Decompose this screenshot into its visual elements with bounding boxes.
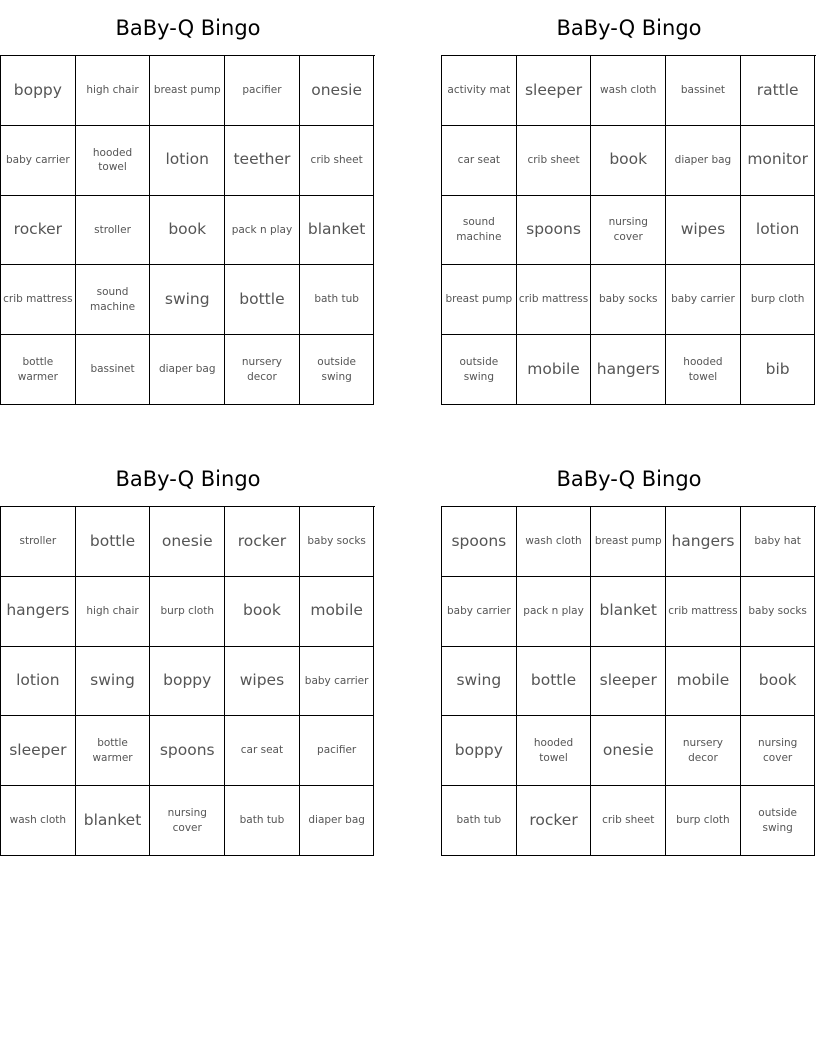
bingo-cell: swing xyxy=(150,265,225,335)
bingo-cell: activity mat xyxy=(442,56,517,126)
bingo-cell: sound machine xyxy=(442,196,517,266)
bingo-cell: onesie xyxy=(150,507,225,577)
bingo-cell: hooded towel xyxy=(76,126,151,196)
bingo-cell: blanket xyxy=(76,786,151,856)
bingo-cell: lotion xyxy=(1,647,76,717)
bingo-cell: book xyxy=(741,647,816,717)
bingo-card-3 xyxy=(0,451,376,834)
bingo-cell: diaper bag xyxy=(300,786,375,856)
bingo-cell: crib sheet xyxy=(517,126,592,196)
bingo-cell: burp cloth xyxy=(666,786,741,856)
card-title: BaBy-Q Bingo xyxy=(115,16,261,40)
bingo-cell: outside swing xyxy=(442,335,517,405)
bingo-cell: crib sheet xyxy=(300,126,375,196)
bingo-cell: blanket xyxy=(591,577,666,647)
card-title: BaBy-Q Bingo xyxy=(556,16,702,40)
bingo-cell: baby carrier xyxy=(1,126,76,196)
bingo-cell: mobile xyxy=(300,577,375,647)
bingo-cell: diaper bag xyxy=(150,335,225,405)
bingo-cell: wash cloth xyxy=(517,507,592,577)
bingo-cell: baby carrier xyxy=(666,265,741,335)
bingo-cell: teether xyxy=(225,126,300,196)
bingo-cell: bottle xyxy=(517,647,592,717)
bingo-cell: rocker xyxy=(1,196,76,266)
bingo-card-1 xyxy=(0,0,376,383)
bingo-cell: nursery decor xyxy=(666,716,741,786)
bingo-cell: high chair xyxy=(76,56,151,126)
bingo-cell: sleeper xyxy=(591,647,666,717)
bingo-cell: breast pump xyxy=(591,507,666,577)
bingo-cell: baby carrier xyxy=(442,577,517,647)
bingo-cell: crib sheet xyxy=(591,786,666,856)
bingo-grid xyxy=(0,55,375,405)
bingo-cell: stroller xyxy=(76,196,151,266)
bingo-cell: rocker xyxy=(225,507,300,577)
bingo-cell: wipes xyxy=(666,196,741,266)
bingo-cell: hooded towel xyxy=(517,716,592,786)
bingo-cell: blanket xyxy=(300,196,375,266)
bingo-card-2 xyxy=(441,0,816,383)
bingo-cell: bath tub xyxy=(442,786,517,856)
bingo-cell: wipes xyxy=(225,647,300,717)
bingo-cell: sound machine xyxy=(76,265,151,335)
bingo-cell: baby carrier xyxy=(300,647,375,717)
bingo-cell: nursery decor xyxy=(225,335,300,405)
bingo-cell: bassinet xyxy=(76,335,151,405)
bingo-cell: breast pump xyxy=(442,265,517,335)
bingo-cell: nursing cover xyxy=(150,786,225,856)
bingo-cell: outside swing xyxy=(741,786,816,856)
bingo-cell: diaper bag xyxy=(666,126,741,196)
bingo-cell: hangers xyxy=(1,577,76,647)
bingo-cell: crib mattress xyxy=(1,265,76,335)
bingo-cell: nursing cover xyxy=(741,716,816,786)
bingo-cell: hangers xyxy=(666,507,741,577)
bingo-cell: lotion xyxy=(150,126,225,196)
bingo-cell: wash cloth xyxy=(591,56,666,126)
bingo-cell: mobile xyxy=(666,647,741,717)
bingo-cell: pacifier xyxy=(225,56,300,126)
bingo-cell: monitor xyxy=(741,126,816,196)
bingo-cell: book xyxy=(150,196,225,266)
bingo-grid xyxy=(441,506,816,856)
bingo-cell: baby socks xyxy=(300,507,375,577)
bingo-cell: hooded towel xyxy=(666,335,741,405)
bingo-cell: rattle xyxy=(741,56,816,126)
bingo-cell: sleeper xyxy=(517,56,592,126)
bingo-cell: pack n play xyxy=(517,577,592,647)
bingo-cell: bath tub xyxy=(225,786,300,856)
bingo-cell: pacifier xyxy=(300,716,375,786)
bingo-cell: spoons xyxy=(442,507,517,577)
bingo-grid xyxy=(0,506,375,856)
bingo-card-4 xyxy=(441,451,816,834)
bingo-cell: stroller xyxy=(1,507,76,577)
bingo-cell: boppy xyxy=(1,56,76,126)
card-title: BaBy-Q Bingo xyxy=(115,467,261,491)
bingo-cell: bottle xyxy=(225,265,300,335)
bingo-cell: boppy xyxy=(442,716,517,786)
bingo-cell: boppy xyxy=(150,647,225,717)
bingo-cell: outside swing xyxy=(300,335,375,405)
bingo-cell: onesie xyxy=(300,56,375,126)
bingo-cell: crib mattress xyxy=(666,577,741,647)
bingo-cell: car seat xyxy=(225,716,300,786)
bingo-cell: spoons xyxy=(150,716,225,786)
bingo-cell: bottle warmer xyxy=(1,335,76,405)
bingo-cell: high chair xyxy=(76,577,151,647)
card-title: BaBy-Q Bingo xyxy=(556,467,702,491)
bingo-cell: baby socks xyxy=(741,577,816,647)
bingo-cell: spoons xyxy=(517,196,592,266)
bingo-cell: burp cloth xyxy=(150,577,225,647)
bingo-cell: rocker xyxy=(517,786,592,856)
bingo-cell: breast pump xyxy=(150,56,225,126)
bingo-cell: hangers xyxy=(591,335,666,405)
bingo-cell: bottle xyxy=(76,507,151,577)
bingo-cell: baby socks xyxy=(591,265,666,335)
bingo-cell: sleeper xyxy=(1,716,76,786)
bingo-cell: bottle warmer xyxy=(76,716,151,786)
bingo-cell: onesie xyxy=(591,716,666,786)
bingo-cell: swing xyxy=(442,647,517,717)
bingo-cell: baby hat xyxy=(741,507,816,577)
bingo-cell: burp cloth xyxy=(741,265,816,335)
bingo-cell: lotion xyxy=(741,196,816,266)
bingo-cell: mobile xyxy=(517,335,592,405)
bingo-cell: book xyxy=(225,577,300,647)
bingo-cell: bassinet xyxy=(666,56,741,126)
bingo-cell: book xyxy=(591,126,666,196)
bingo-cell: crib mattress xyxy=(517,265,592,335)
bingo-cell: wash cloth xyxy=(1,786,76,856)
bingo-cell: swing xyxy=(76,647,151,717)
bingo-grid xyxy=(441,55,816,405)
bingo-cell: bath tub xyxy=(300,265,375,335)
bingo-cell: nursing cover xyxy=(591,196,666,266)
bingo-cell: pack n play xyxy=(225,196,300,266)
bingo-cell: car seat xyxy=(442,126,517,196)
bingo-cell: bib xyxy=(741,335,816,405)
